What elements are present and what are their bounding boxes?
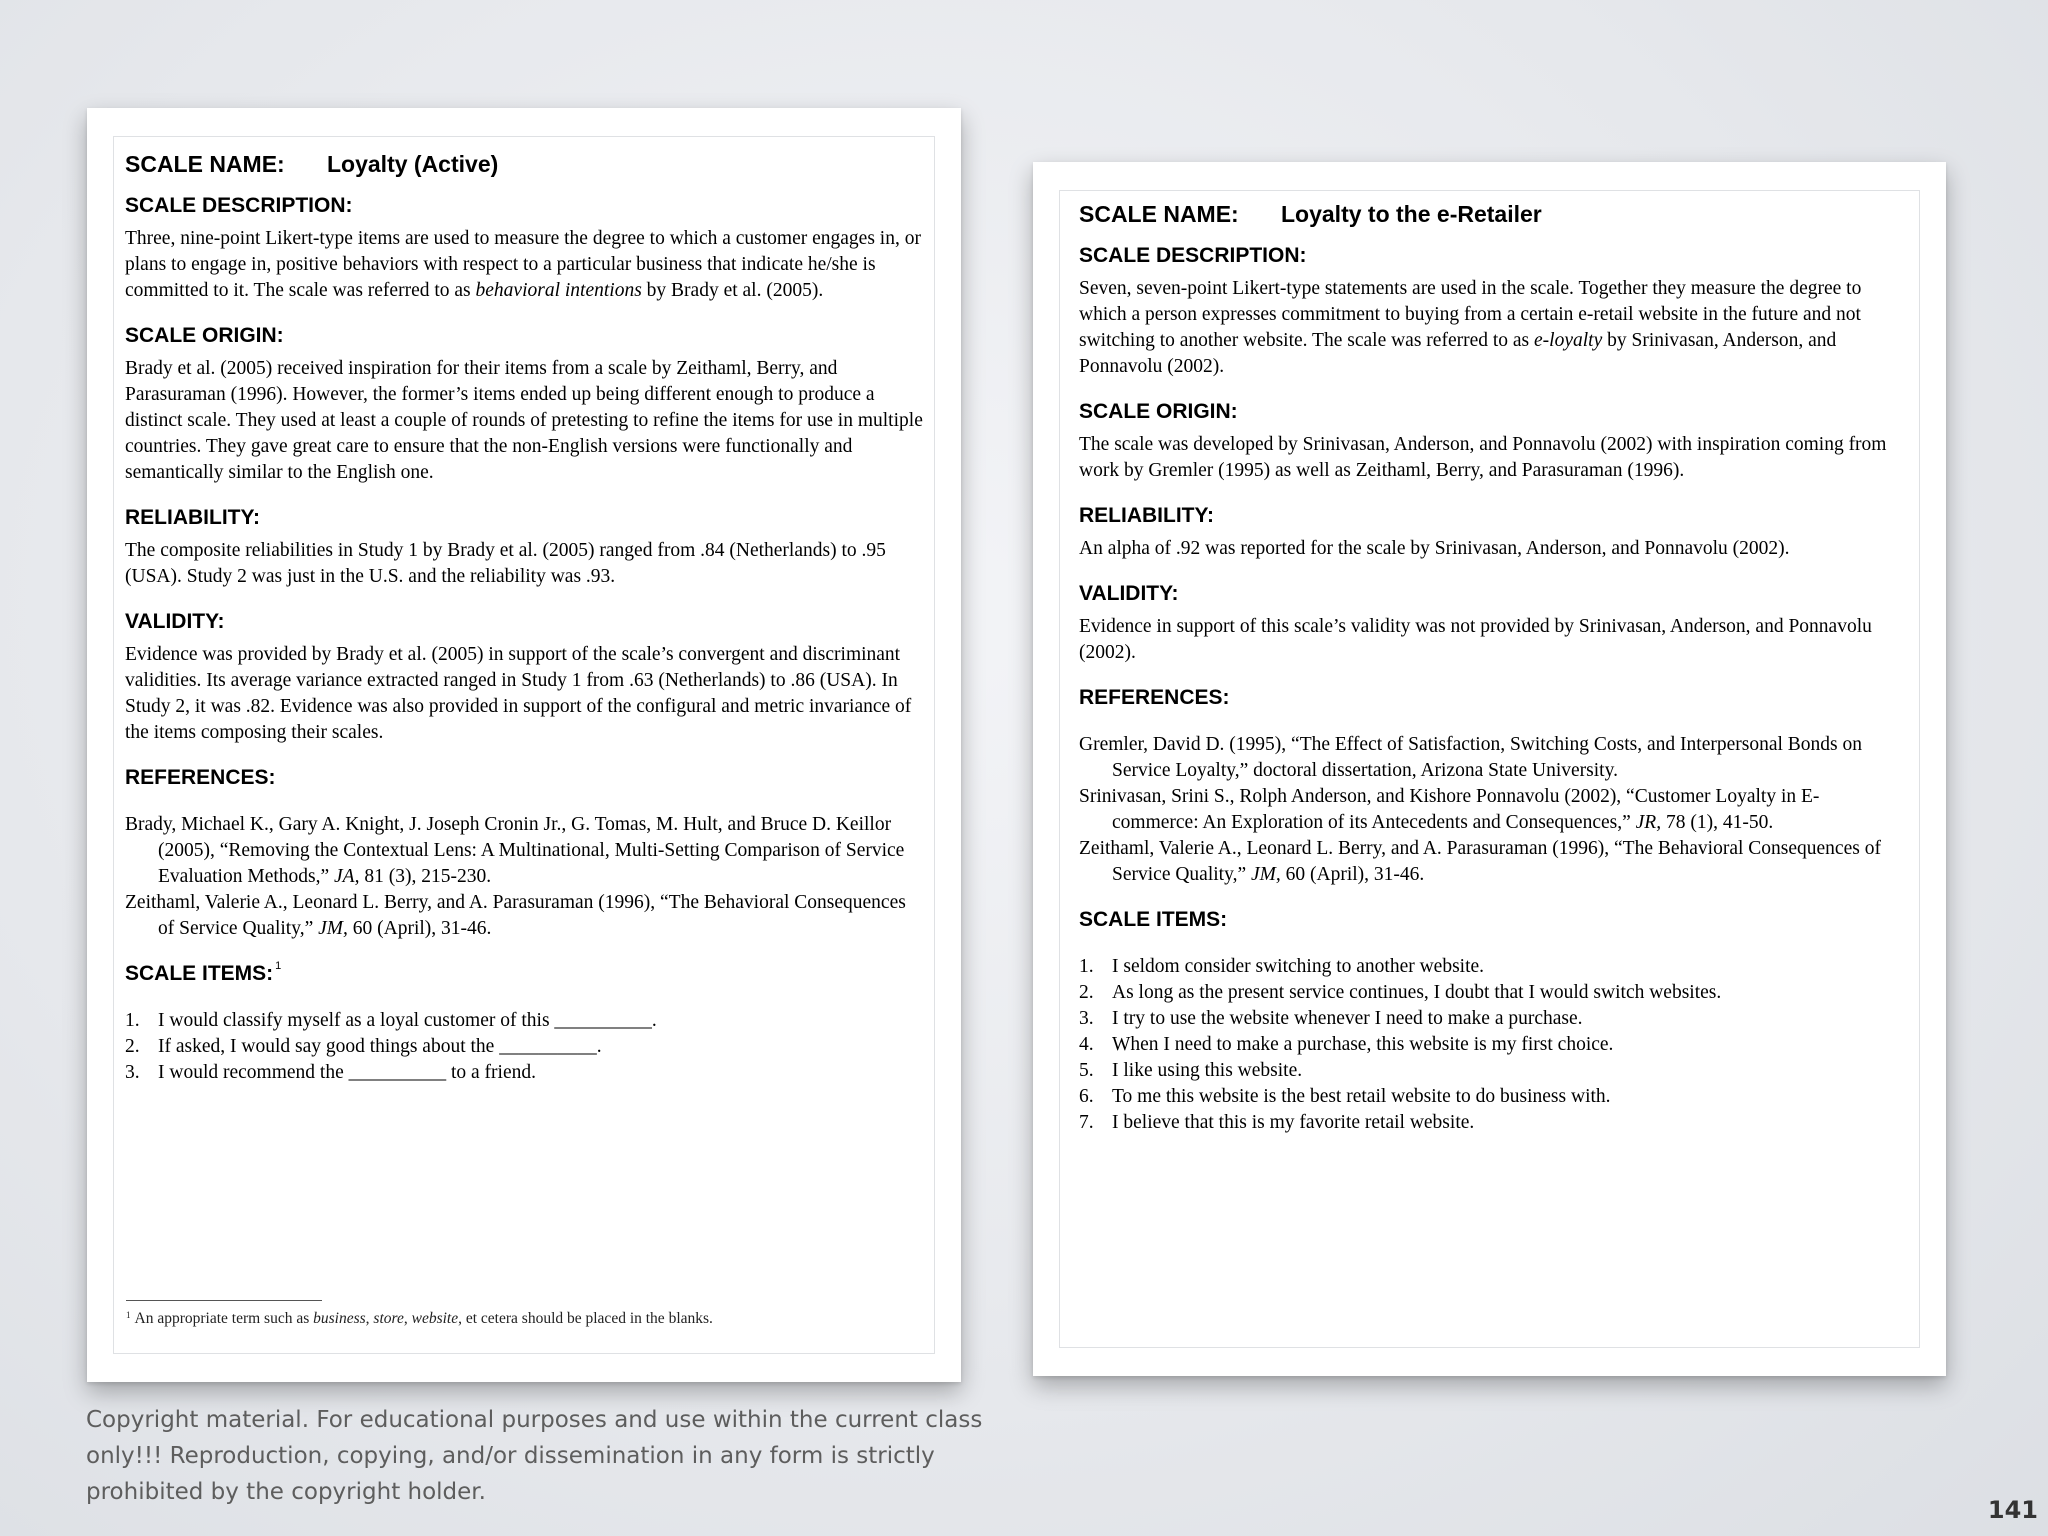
reference-entry bbox=[1079, 836, 1899, 888]
list-item bbox=[1079, 1058, 1899, 1084]
description-text bbox=[125, 226, 925, 304]
validity-heading: VALIDITY: bbox=[125, 610, 225, 633]
reliability-text: The composite reliabilities in Study 1 by Brady et al. (2005) ranged from .84 (Netherlands) to .95 (USA). Study 2 was just in the U.S. and the reliability was .93. bbox=[125, 540, 886, 587]
item-text: I try to use the website whenever I need to make a purchase. bbox=[1112, 1008, 1583, 1029]
footnote-divider bbox=[126, 1300, 322, 1301]
item-number: 1. bbox=[125, 1010, 140, 1031]
slide-number: 141 bbox=[1987, 1496, 2038, 1524]
scale-items-list bbox=[125, 1008, 925, 1086]
items-heading bbox=[125, 962, 925, 986]
description-heading: SCALE DESCRIPTION: bbox=[1079, 244, 1307, 267]
reference-entry bbox=[125, 890, 925, 942]
references-list bbox=[125, 812, 925, 942]
scale-name-value: Loyalty to the e-Retailer bbox=[1281, 201, 1542, 227]
reliability-heading: RELIABILITY: bbox=[1079, 504, 1214, 527]
reference-entry bbox=[1079, 784, 1899, 836]
reference-text: Brady, Michael K., Gary A. Knight, J. Joseph Cronin Jr., G. Tomas, M. Hult, and Bruce D. Keillor (2005), “Removing the Contextual Lens: A Multinational, Multi-Setting Comparison of Service Evaluation Methods,” bbox=[125, 814, 905, 887]
description-term: e-loyalty bbox=[1534, 330, 1603, 351]
footnote-text: et cetera should be placed in the blanks. bbox=[461, 1310, 713, 1327]
scale-name-label: SCALE NAME: bbox=[125, 151, 285, 177]
items-heading-label: SCALE ITEMS: bbox=[125, 962, 274, 985]
validity-text: Evidence in support of this scale’s validity was not provided by Srinivasan, Anderson, and Ponnavolu (2002). bbox=[1079, 616, 1872, 663]
description-text-part: by Srinivasan, Anderson, and Ponnavolu (2002). bbox=[1079, 330, 1837, 377]
validity-text: Evidence was provided by Brady et al. (2005) in support of the scale’s convergent and discriminant validities. Its average variance extracted ranged in Study 1 from .63 (Netherlands) to .86 (USA). In Study 2, it was .82. Evidence was also provided in support of the configural and metric invariance of the items composing their scales. bbox=[125, 644, 912, 743]
description-term: behavioral intentions bbox=[475, 280, 642, 301]
items-heading: SCALE ITEMS: bbox=[1079, 908, 1228, 931]
item-text: I seldom consider switching to another website. bbox=[1112, 956, 1485, 977]
item-number: 2. bbox=[1079, 982, 1094, 1003]
scale-name bbox=[125, 151, 925, 178]
reference-journal: JM, bbox=[318, 918, 348, 939]
origin-heading: SCALE ORIGIN: bbox=[125, 324, 284, 347]
scale-items-list bbox=[1079, 954, 1899, 1136]
item-text: If asked, I would say good things about the __________. bbox=[158, 1036, 602, 1057]
item-text: I would recommend the __________ to a friend. bbox=[158, 1062, 536, 1083]
origin-text: Brady et al. (2005) received inspiration for their items from a scale by Zeithaml, Berry, and Parasuraman (1996). However, the former’s items ended up being different enough to produce a distinct scale. They used at least a couple of rounds of pretesting to refine the items for use in multiple countries. They gave great care to ensure that the non-English versions were functionally and semantically similar to the English one. bbox=[125, 358, 923, 483]
reference-text: Gremler, David D. (1995), “The Effect of Satisfaction, Switching Costs, and Interpersonal Bonds on Service Loyalty,” doctoral dissertation, Arizona State University. bbox=[1079, 734, 1863, 781]
reference-text: 81 (3), 215-230. bbox=[359, 866, 492, 887]
footnote-term: store bbox=[373, 1310, 404, 1327]
list-item bbox=[1079, 1032, 1899, 1058]
references-heading: REFERENCES: bbox=[125, 766, 276, 789]
item-number: 1. bbox=[1079, 956, 1094, 977]
scale-name bbox=[1079, 201, 1899, 228]
item-text: To me this website is the best retail website to do business with. bbox=[1112, 1086, 1611, 1107]
list-item bbox=[1079, 980, 1899, 1006]
reliability-text: An alpha of .92 was reported for the scale by Srinivasan, Anderson, and Ponnavolu (2002). bbox=[1079, 538, 1790, 559]
reference-text: Srinivasan, Srini S., Rolph Anderson, and Kishore Ponnavolu (2002), “Customer Loyalty in E-commerce: An Exploration of its Antecedents and Consequences,” bbox=[1079, 786, 1820, 833]
list-item bbox=[1079, 1084, 1899, 1110]
list-item bbox=[125, 1060, 925, 1086]
item-text: I like using this website. bbox=[1112, 1060, 1303, 1081]
origin-heading: SCALE ORIGIN: bbox=[1079, 400, 1238, 423]
reference-text: Zeithaml, Valerie A., Leonard L. Berry, and A. Parasuraman (1996), “The Behavioral Consequences of Service Quality,” bbox=[125, 892, 906, 939]
item-text: As long as the present service continues, I doubt that I would switch websites. bbox=[1112, 982, 1722, 1003]
footnote-mark: 1 bbox=[126, 1310, 131, 1320]
item-number: 3. bbox=[125, 1062, 140, 1083]
description-text-part: by Brady et al. (2005). bbox=[641, 280, 824, 301]
item-number: 6. bbox=[1079, 1086, 1094, 1107]
footnote-marker: 1 bbox=[275, 960, 282, 972]
scale-name-value: Loyalty (Active) bbox=[327, 151, 499, 177]
item-number: 4. bbox=[1079, 1034, 1094, 1055]
reference-journal: JA, bbox=[334, 866, 360, 887]
item-number: 5. bbox=[1079, 1060, 1094, 1081]
list-item bbox=[1079, 954, 1899, 980]
footnote: $^1$ An appropriate term such as business, store, website, et cetera should be placed in the blanks. bbox=[126, 1310, 713, 1327]
reliability-heading: RELIABILITY: bbox=[125, 506, 260, 529]
description-text-part: Seven, seven-point Likert-type statements are used in the scale. Together they measure the degree to which a person expresses commitment to buying from a certain e-retail website in the future and not switching to another website. The scale was referred to as bbox=[1079, 278, 1862, 351]
scale-name-label: SCALE NAME: bbox=[1079, 201, 1239, 227]
list-item bbox=[125, 1008, 925, 1034]
right-page-content bbox=[1079, 201, 1899, 1136]
item-number: 7. bbox=[1079, 1112, 1094, 1133]
references-heading: REFERENCES: bbox=[1079, 686, 1230, 709]
item-number: 2. bbox=[125, 1036, 140, 1057]
copyright-notice: Copyright material. For educational purposes and use within the current class only!!! Reproduction, copying, and/or dissemination in any form is strictly prohibited by the copyright holder. bbox=[86, 1407, 983, 1505]
description-heading: SCALE DESCRIPTION: bbox=[125, 194, 353, 217]
item-text: I would classify myself as a loyal customer of this __________. bbox=[158, 1010, 657, 1031]
reference-journal: JM, bbox=[1250, 864, 1281, 885]
left-page-content bbox=[125, 151, 925, 1086]
item-number: 3. bbox=[1079, 1008, 1094, 1029]
reference-entry bbox=[1079, 732, 1899, 784]
list-item bbox=[125, 1034, 925, 1060]
footnote-term: website bbox=[411, 1310, 459, 1327]
reference-journal: JR, bbox=[1635, 812, 1662, 833]
origin-text: The scale was developed by Srinivasan, Anderson, and Ponnavolu (2002) with inspiration coming from work by Gremler (1995) as well as Zeithaml, Berry, and Parasuraman (1996). bbox=[1079, 434, 1887, 481]
list-item bbox=[1079, 1110, 1899, 1136]
footnote-text: An appropriate term such as bbox=[134, 1310, 314, 1327]
description-text bbox=[1079, 276, 1899, 380]
description-text-part: Three, nine-point Likert-type items are used to measure the degree to which a customer engages in, or plans to engage in, positive behaviors with respect to a particular business that indicate he/she is committed to it. The scale was referred to as bbox=[125, 228, 921, 301]
references-list bbox=[1079, 732, 1899, 888]
item-text: When I need to make a purchase, this website is my first choice. bbox=[1112, 1034, 1614, 1055]
reference-text: 60 (April), 31-46. bbox=[1280, 864, 1425, 885]
reference-text: 60 (April), 31-46. bbox=[347, 918, 492, 939]
list-item bbox=[1079, 1006, 1899, 1032]
reference-text: Zeithaml, Valerie A., Leonard L. Berry, and A. Parasuraman (1996), “The Behavioral Consequences of Service Quality,” bbox=[1079, 838, 1881, 885]
item-text: I believe that this is my favorite retail website. bbox=[1112, 1112, 1475, 1133]
validity-heading: VALIDITY: bbox=[1079, 582, 1179, 605]
reference-text: 78 (1), 41-50. bbox=[1661, 812, 1774, 833]
footnote-term: business bbox=[313, 1310, 366, 1327]
reference-entry bbox=[125, 812, 925, 890]
